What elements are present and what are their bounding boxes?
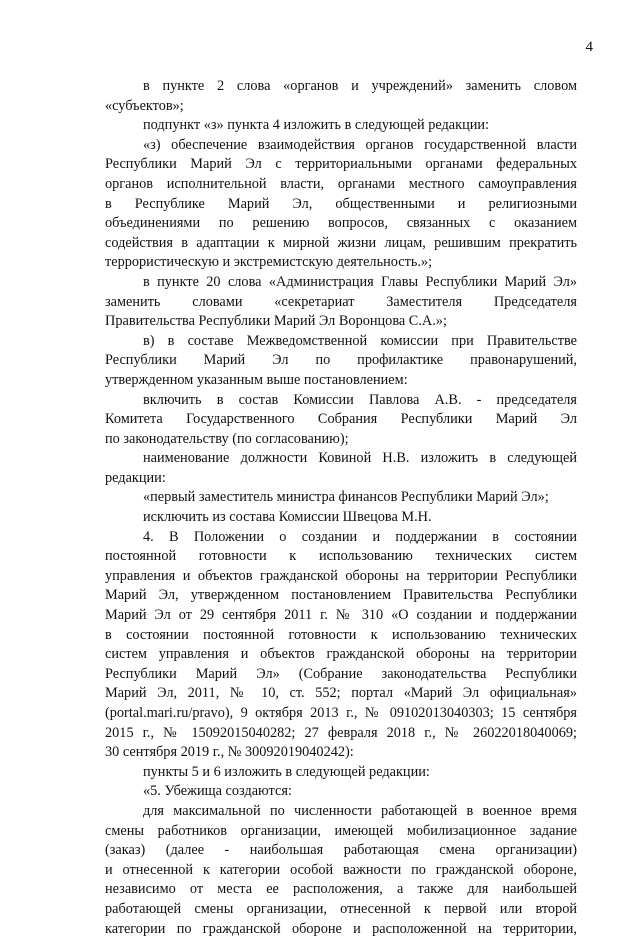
paragraph bbox=[105, 802, 577, 939]
text-line: подпункт «з» пункта 4 изложить в следующей редакции: bbox=[143, 117, 490, 134]
text-line: органов исполнительной власти, органами местного самоуправления bbox=[105, 175, 577, 192]
text-line: «субъектов»; bbox=[105, 97, 184, 114]
paragraph bbox=[105, 391, 577, 450]
text-line: наименование должности Ковиной Н.В. изложить в следующей bbox=[143, 450, 577, 467]
text-line: Марий Эл, утвержденном постановлением Правительства Республики bbox=[105, 587, 577, 604]
text-line: пункты 5 и 6 изложить в следующей редакции: bbox=[143, 763, 430, 780]
text-line: «з) обеспечение взаимодействия органов государственной власти bbox=[143, 136, 577, 153]
text-line: в пункте 20 слова «Администрация Главы Республики Марий Эл» bbox=[143, 273, 577, 290]
text-line: Правительства Республики Марий Эл Воронцова С.А.»; bbox=[105, 313, 447, 330]
text-line: 2015 г., № 15092015040282; 27 февраля 2018 г., № 26022018040069; bbox=[105, 724, 577, 741]
text-line: «5. Убежища создаются: bbox=[143, 783, 292, 800]
text-line: объединениями по решению вопросов, связанных с оказанием bbox=[105, 215, 577, 232]
text-line: постоянной готовности к использованию технических систем bbox=[105, 548, 577, 565]
text-line: в Республике Марий Эл, общественными и религиозными bbox=[105, 195, 577, 212]
paragraph bbox=[105, 449, 577, 488]
text-line: включить в состав Комиссии Павлова А.В. - председателя bbox=[143, 391, 577, 408]
paragraph bbox=[105, 508, 577, 528]
text-line: (portal.mari.ru/pravo), 9 октября 2013 г., № 09102013040303; 15 сентября bbox=[105, 705, 577, 721]
text-line: «первый заместитель министра финансов Республики Марий Эл»; bbox=[143, 489, 549, 506]
page-number: 4 bbox=[585, 39, 593, 55]
document-body bbox=[105, 77, 577, 939]
paragraph bbox=[105, 332, 577, 391]
text-line: исключить из состава Комиссии Швецова М.Н. bbox=[143, 509, 432, 526]
paragraph bbox=[105, 782, 577, 802]
text-line: заменить словами «секретариат Заместителя Председателя bbox=[105, 293, 577, 310]
text-line: Республики Марий Эл с территориальными органами федеральных bbox=[105, 156, 577, 173]
paragraph bbox=[105, 273, 577, 332]
text-line: независимо от места ее расположения, а также для наибольшей bbox=[105, 881, 577, 898]
text-line: редакции: bbox=[105, 469, 166, 486]
text-line: Республики Марий Эл по профилактике правонарушений, bbox=[105, 352, 577, 369]
paragraph bbox=[105, 763, 577, 783]
text-line: управления и объектов гражданской обороны на территории Республики bbox=[105, 567, 577, 584]
text-line: утвержденном указанным выше постановлением: bbox=[105, 371, 408, 388]
text-line: террористическую и экстремистскую деятельность.»; bbox=[105, 254, 433, 271]
paragraph bbox=[105, 528, 577, 763]
paragraph bbox=[105, 488, 577, 508]
text-line: смены работников организации, имеющей мобилизационное задание bbox=[105, 822, 577, 839]
text-line: по законодательству (по согласованию); bbox=[105, 430, 349, 447]
text-line: в состоянии постоянной готовности к использованию технических bbox=[105, 626, 577, 643]
paragraph bbox=[105, 77, 577, 116]
paragraph bbox=[105, 116, 577, 136]
paragraph bbox=[105, 136, 577, 273]
text-line: Республики Марий Эл» (Собрание законодательства Республики bbox=[105, 665, 577, 682]
text-line: в) в составе Межведомственной комиссии при Правительстве bbox=[143, 332, 577, 349]
text-line: Марий Эл, 2011, № 10, ст. 552; портал «Марий Эл официальная» bbox=[105, 685, 577, 702]
text-line: в пункте 2 слова «органов и учреждений» заменить словом bbox=[143, 78, 577, 94]
text-line: для максимальной по численности работающей в военное время bbox=[143, 802, 577, 819]
text-line: 4. В Положении о создании и поддержании в состоянии bbox=[143, 528, 577, 545]
text-line: 30 сентября 2019 г., № 30092019040242): bbox=[105, 744, 354, 761]
text-line: категории по гражданской обороне и расположенной на территории, bbox=[105, 920, 577, 937]
text-line: работающей смены организации, отнесенной к первой или второй bbox=[105, 900, 577, 917]
text-line: Комитета Государственного Собрания Республики Марий Эл bbox=[105, 411, 577, 428]
text-line: систем управления и объектов гражданской обороны на территории bbox=[105, 646, 577, 663]
text-line: (заказ) (далее - наибольшая работающая смена организации) bbox=[105, 842, 577, 859]
text-line: и отнесенной к категории особой важности по гражданской обороне, bbox=[105, 861, 577, 878]
text-line: Марий Эл от 29 сентября 2011 г. № 310 «О создании и поддержании bbox=[105, 607, 577, 624]
text-line: содействия в адаптации к мирной жизни лицам, решившим прекратить bbox=[105, 234, 577, 251]
